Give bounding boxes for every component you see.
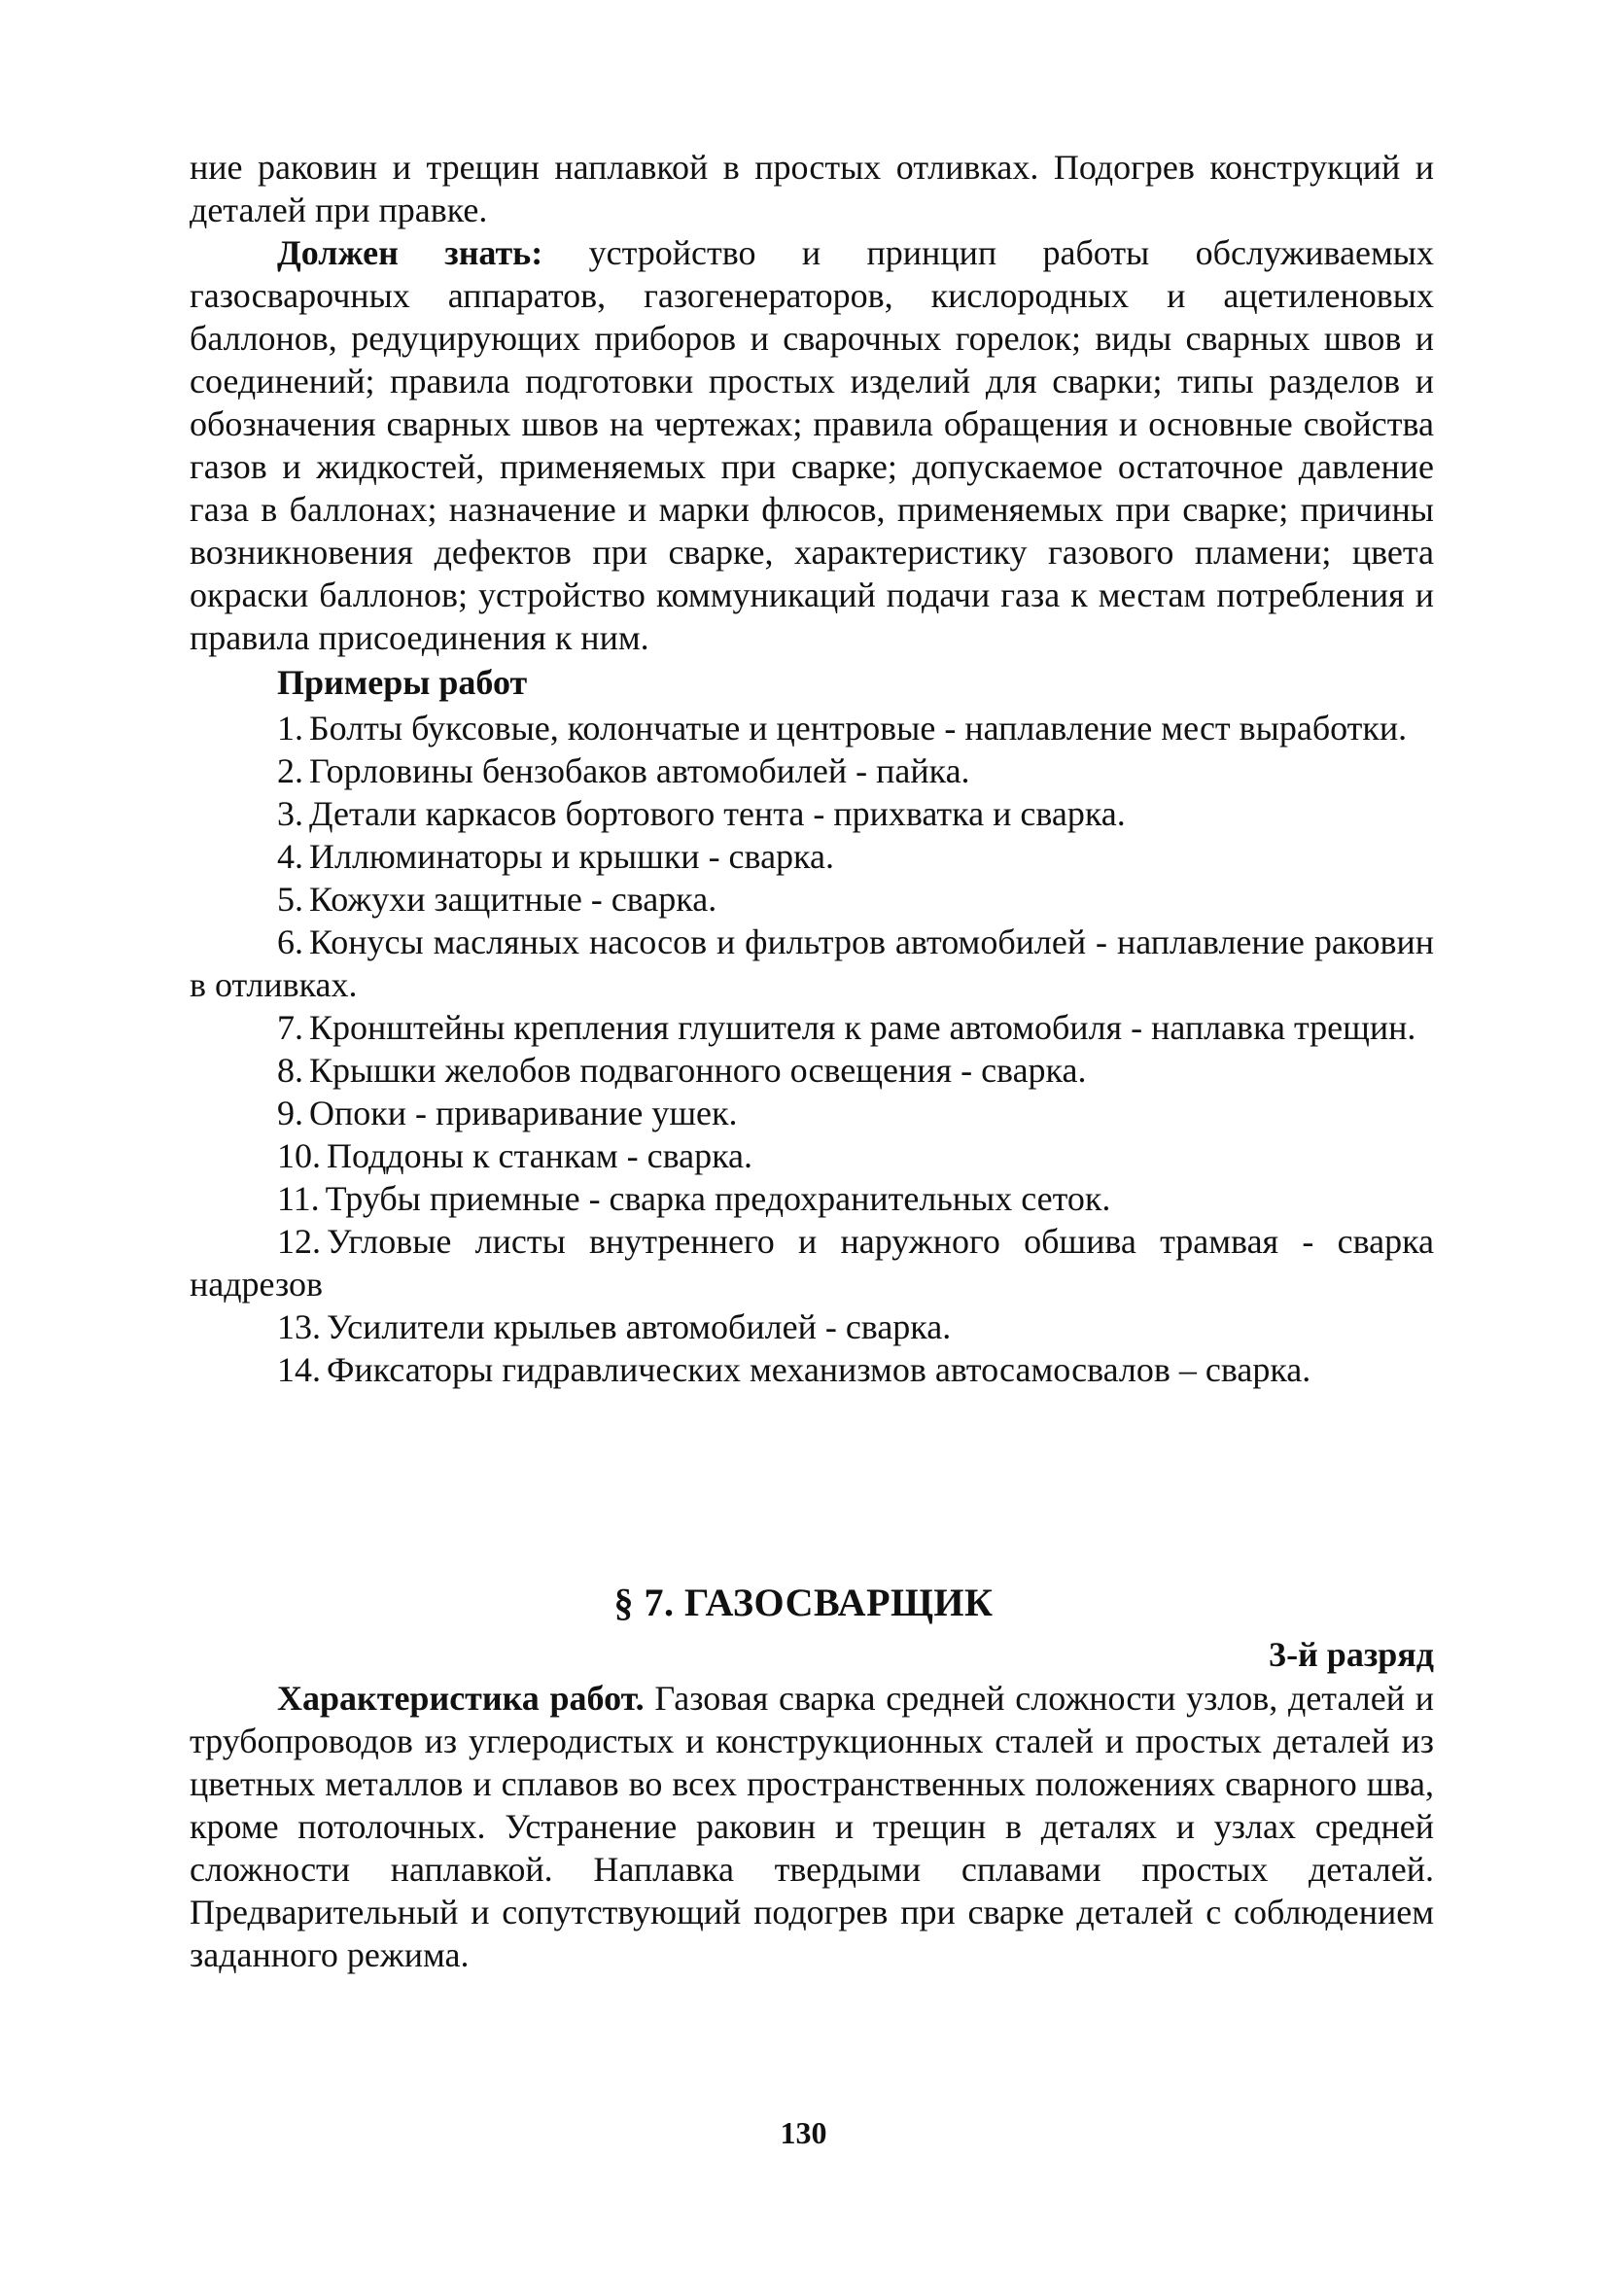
list-item-text: Поддоны к станкам - сварка.: [327, 1136, 753, 1175]
characteristics-label: Характеристика работ.: [277, 1679, 645, 1718]
list-item-text: Болты буксовые, колончатые и центровые - наплавление мест выработки.: [309, 709, 1408, 748]
list-item-number: 2.: [277, 751, 303, 790]
list-item: [190, 1134, 1434, 1177]
grade-label: 3-й разряд: [1269, 1635, 1434, 1674]
list-item: [190, 1348, 1434, 1391]
list-item-number: 7.: [277, 1008, 303, 1047]
list-item-text: Угловые листы внутреннего и наружного обшива трамвая - сварка надрезов: [190, 1222, 1434, 1304]
characteristics-text: Газовая сварка средней сложности узлов, деталей и трубопроводов из углеродистых и конструкционных сталей и простых деталей из цветных металлов и сплавов во всех пространственных положениях сварного шва, кроме потолочных. Устранение раковин и трещин в деталях и узлах средней сложности наплавкой. Наплавка твердыми сплавами простых деталей. Предварительный и сопутствующий подогрев при сварке деталей с соблюдением заданного режима.: [190, 1679, 1434, 1974]
page-number: 130: [780, 2115, 827, 2150]
list-item-text: Кожухи защитные - сварка.: [309, 880, 717, 919]
list-item-text: Фиксаторы гидравлических механизмов автосамосвалов – сварка.: [327, 1350, 1311, 1389]
list-item: [190, 921, 1434, 1006]
list-item: [190, 1305, 1434, 1348]
knowledge-text: устройство и принцип работы обслуживаемых газосварочных аппаратов, газогенераторов, кислородных и ацетиленовых баллонов, редуцирующих приборов и сварочных горелок; виды сварных швов и соединений; правила подготовки простых изделий для сварки; типы разделов и обозначения сварных швов на чертежах; правила обращения и основные свойства газов и жидкостей, применяемых при сварке; допускаемое остаточное давление газа в баллонах; назначение и марки флюсов, применяемых при сварке; причины возникновения дефектов при сварке, характеристику газового пламени; цвета окраски баллонов; устройство коммуникаций подачи газа к местам потребления и правила присоединения к ним.: [190, 233, 1434, 657]
list-item-text: Иллюминаторы и крышки - сварка.: [309, 837, 834, 876]
section-title: § 7. ГАЗОСВАРЩИК: [613, 1581, 994, 1624]
list-item: [190, 878, 1434, 921]
intro-text: ние раковин и трещин наплавкой в простых отливках. Подогрев конструкций и деталей при правке.: [190, 148, 1434, 229]
list-item: [190, 707, 1434, 749]
list-item: [190, 1006, 1434, 1049]
list-item-number: 10.: [277, 1136, 321, 1175]
knowledge-paragraph: [190, 231, 1434, 659]
characteristics-paragraph: [190, 1677, 1434, 1976]
list-item: [190, 1049, 1434, 1092]
list-item-number: 12.: [277, 1222, 321, 1261]
examples-list: [190, 707, 1434, 1391]
list-item-number: 9.: [277, 1094, 303, 1132]
list-item-number: 11.: [277, 1179, 320, 1218]
list-item-text: Усилители крыльев автомобилей - сварка.: [327, 1307, 952, 1346]
list-item-number: 5.: [277, 880, 303, 919]
intro-paragraph: [190, 146, 1434, 231]
examples-title: Примеры работ: [277, 663, 528, 702]
list-item-number: 6.: [277, 922, 303, 961]
list-item-text: Опоки - приваривание ушек.: [309, 1094, 738, 1132]
list-item-text: Горловины бензобаков автомобилей - пайка.: [309, 751, 970, 790]
list-item: [190, 749, 1434, 792]
list-item: [190, 1220, 1434, 1305]
list-item: [190, 792, 1434, 835]
list-item-number: 3.: [277, 794, 303, 833]
list-item-number: 1.: [277, 709, 303, 748]
list-item-number: 8.: [277, 1051, 303, 1090]
list-item-text: Трубы приемные - сварка предохранительных сеток.: [325, 1179, 1111, 1218]
list-item-number: 14.: [277, 1350, 321, 1389]
list-item-text: Детали каркасов бортового тента - прихватка и сварка.: [309, 794, 1126, 833]
list-item-text: Кронштейны крепления глушителя к раме автомобиля - наплавка трещин.: [309, 1008, 1416, 1047]
list-item-text: Конусы масляных насосов и фильтров автомобилей - наплавление раковин в отливках.: [190, 922, 1434, 1004]
list-item: [190, 1092, 1434, 1134]
list-item-text: Крышки желобов подвагонного освещения - сварка.: [309, 1051, 1087, 1090]
list-item: [190, 1177, 1434, 1220]
list-item-number: 4.: [277, 837, 303, 876]
list-item: [190, 835, 1434, 878]
knowledge-label: Должен знать:: [277, 233, 543, 272]
list-item-number: 13.: [277, 1307, 321, 1346]
